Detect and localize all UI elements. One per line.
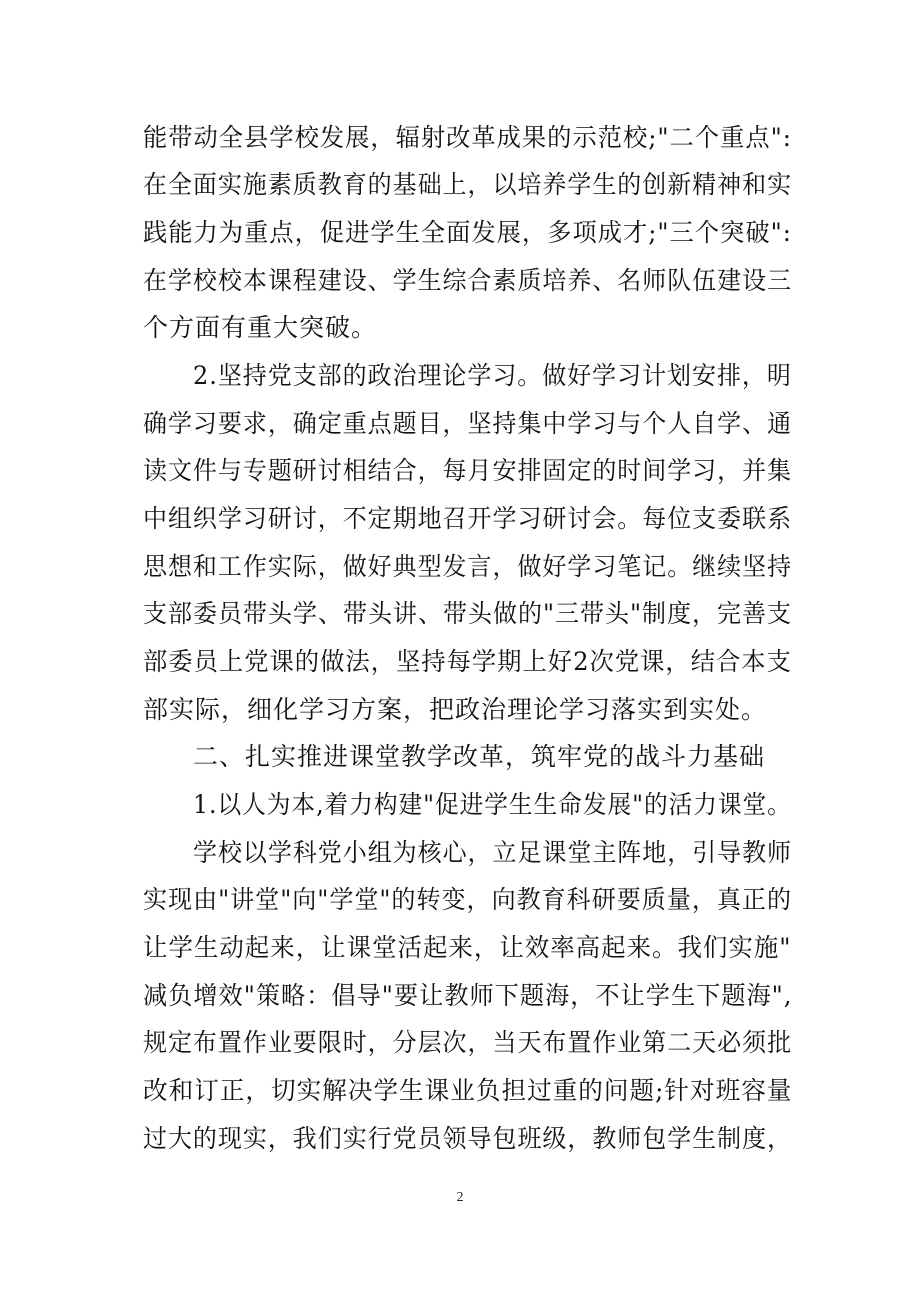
text-line: 实现由"讲堂"向"学堂"的转变，向教育科研要质量，真正的 [143,885,792,914]
text-line: 在全面实施素质教育的基础上，以培养学生的创新精神和实 [143,170,793,199]
text-line: 个方面有重大突破。 [143,313,378,342]
text-line: 学校以学科党小组为核心，立足课堂主阵地，引导教师 [193,838,792,867]
paragraph-heading: 2.坚持党支部的政治理论学习。做好学习计划安排，明 [193,361,792,390]
text-line: 践能力为重点，促进学生全面发展，多项成才;"三个突破": [143,218,792,247]
text-line: 中组织学习研讨，不定期地召开学习研讨会。每位支委联系 [143,504,793,533]
text-line: 规定布置作业要限时，分层次，当天布置作业第二天必须批 [143,1028,793,1057]
text-line: 部实际，细化学习方案，把政治理论学习落实到实处。 [143,695,768,724]
text-line: 在学校校本课程建设、学生综合素质培养、名师队伍建设三 [143,266,793,295]
text-line: 过大的现实，我们实行党员领导包班级，教师包学生制度， [143,1124,793,1153]
text-line: 思想和工作实际，做好典型发言，做好学习笔记。继续坚持 [143,552,793,581]
text-line: 支部委员带头学、带头讲、带头做的"三带头"制度，完善支 [143,599,793,628]
paragraph-heading: 1.以人为本,着力构建"促进学生生命发展"的活力课堂。 [193,790,792,819]
text-line: 让学生动起来，让课堂活起来，让效率高起来。我们实施" [143,933,792,962]
text-line: 部委员上党课的做法，坚持每学期上好2次党课，结合本支 [143,647,792,676]
text-line: 确学习要求，确定重点题目，坚持集中学习与个人自学、通 [143,409,793,438]
section-heading: 二、扎实推进课堂教学改革，筑牢党的战斗力基础 [193,742,766,771]
text-line: 改和订正，切实解决学生课业负担过重的问题;针对班容量 [143,1076,793,1105]
text-line: 读文件与专题研讨相结合，每月安排固定的时间学习，并集 [143,456,793,485]
text-line: 能带动全县学校发展，辐射改革成果的示范校;"二个重点": [143,123,792,152]
page-number: 2 [456,1190,464,1205]
text-line: 减负增效"策略：倡导"要让教师下题海，不让学生下题海", [143,981,793,1010]
